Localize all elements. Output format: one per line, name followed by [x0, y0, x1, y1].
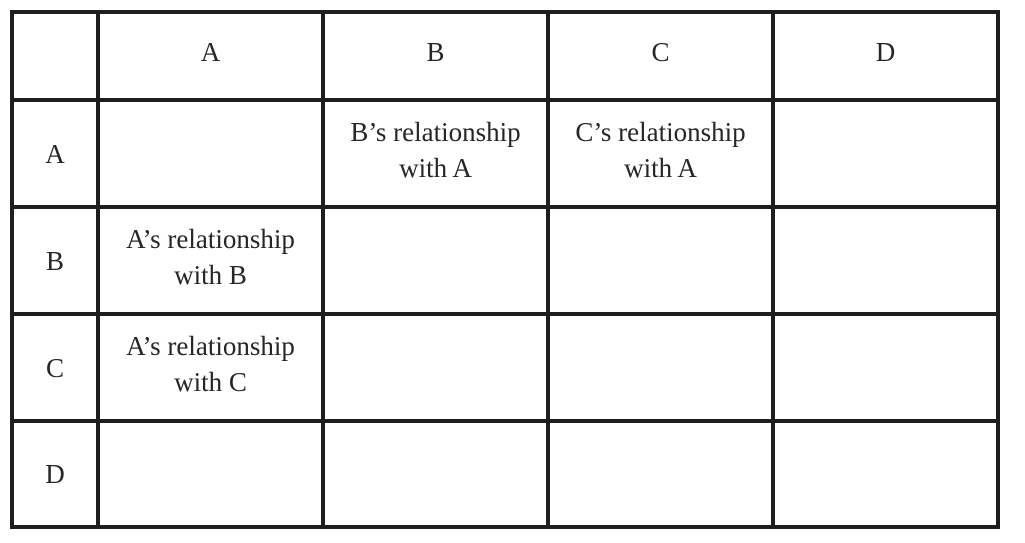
column-header-c: [548, 12, 773, 100]
column-header-label: D: [875, 37, 896, 67]
cell-text: A’s relationship with C: [126, 330, 295, 397]
cell-c-d: [773, 314, 998, 421]
row-header-a: [12, 100, 98, 207]
row-header-label: C: [45, 352, 64, 383]
row-header-label: B: [45, 245, 64, 276]
table-row-c: [12, 314, 998, 421]
cell-text: B’s relationship with A: [350, 116, 521, 183]
row-header-b: [12, 207, 98, 314]
cell-c-a: [98, 314, 323, 421]
relationship-matrix: [10, 10, 1000, 529]
cell-b-b: [323, 207, 548, 314]
header-row: [12, 12, 998, 100]
table-row-d: [12, 421, 998, 527]
column-header-a: [98, 12, 323, 100]
row-header-label: A: [45, 138, 65, 169]
column-header-label: C: [651, 37, 670, 67]
cell-text: C’s relationship with A: [575, 116, 746, 183]
cell-text: A’s relationship with B: [126, 223, 295, 290]
cell-d-a: [98, 421, 323, 527]
column-header-d: [773, 12, 998, 100]
cell-b-c: [548, 207, 773, 314]
cell-c-c: [548, 314, 773, 421]
cell-d-d: [773, 421, 998, 527]
cell-a-a: [98, 100, 323, 207]
cell-a-b: [323, 100, 548, 207]
column-header-b: [323, 12, 548, 100]
table-row-b: [12, 207, 998, 314]
column-header-label: A: [200, 37, 221, 67]
cell-b-d: [773, 207, 998, 314]
row-header-label: D: [45, 459, 65, 489]
column-header-label: B: [426, 37, 445, 67]
cell-d-c: [548, 421, 773, 527]
cell-b-a: [98, 207, 323, 314]
cell-a-d: [773, 100, 998, 207]
row-header-d: [12, 421, 98, 527]
cell-c-b: [323, 314, 548, 421]
cell-a-c: [548, 100, 773, 207]
cell-d-b: [323, 421, 548, 527]
corner-cell: [12, 12, 98, 100]
table-row-a: [12, 100, 998, 207]
row-header-c: [12, 314, 98, 421]
